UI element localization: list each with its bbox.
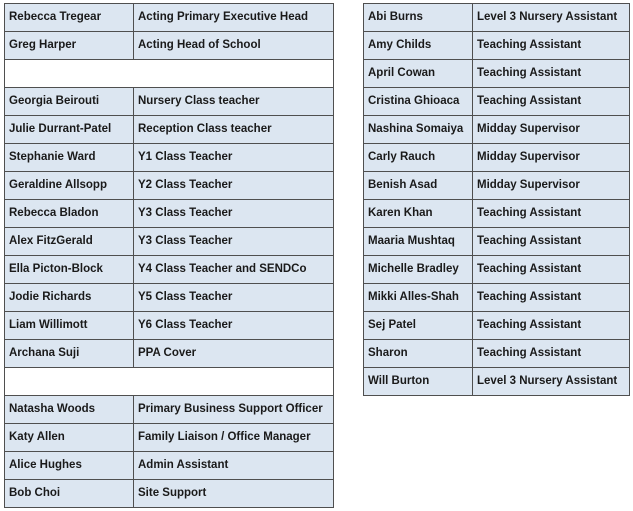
- staff-name: Sharon: [364, 340, 473, 368]
- table-row: [364, 60, 630, 88]
- staff-role: Teaching Assistant: [473, 284, 630, 312]
- staff-name: Geraldine Allsopp: [5, 172, 134, 200]
- staff-role: Teaching Assistant: [473, 88, 630, 116]
- table-row: [5, 340, 334, 368]
- table-row: [364, 172, 630, 200]
- table-row: [5, 88, 334, 116]
- table-row: [5, 228, 334, 256]
- table-row: [5, 200, 334, 228]
- table-row: [364, 340, 630, 368]
- staff-role: Level 3 Nursery Assistant: [473, 368, 630, 396]
- table-row: [5, 116, 334, 144]
- staff-role: Primary Business Support Officer: [134, 396, 334, 424]
- right-staff-table: [363, 3, 630, 396]
- staff-role: Midday Supervisor: [473, 116, 630, 144]
- table-row: [364, 88, 630, 116]
- table-row: [364, 144, 630, 172]
- staff-name: Bob Choi: [5, 480, 134, 508]
- staff-role: Acting Primary Executive Head: [134, 4, 334, 32]
- table-row: [5, 480, 334, 508]
- table-row: [364, 4, 630, 32]
- table-row: [5, 4, 334, 32]
- staff-name: Ella Picton-Block: [5, 256, 134, 284]
- staff-name: Julie Durrant-Patel: [5, 116, 134, 144]
- staff-name: Maaria Mushtaq: [364, 228, 473, 256]
- staff-role: Teaching Assistant: [473, 228, 630, 256]
- table-row: [5, 396, 334, 424]
- staff-role: Teaching Assistant: [473, 200, 630, 228]
- staff-name: Liam Willimott: [5, 312, 134, 340]
- staff-role: Y6 Class Teacher: [134, 312, 334, 340]
- staff-role: Midday Supervisor: [473, 172, 630, 200]
- staff-role: Nursery Class teacher: [134, 88, 334, 116]
- staff-name: Rebecca Bladon: [5, 200, 134, 228]
- staff-role: Y3 Class Teacher: [134, 200, 334, 228]
- staff-name: Katy Allen: [5, 424, 134, 452]
- spacer-cell: [5, 368, 334, 396]
- staff-name: Archana Suji: [5, 340, 134, 368]
- spacer-cell: [5, 60, 334, 88]
- table-row: [364, 116, 630, 144]
- table-row: [5, 452, 334, 480]
- staff-name: Michelle Bradley: [364, 256, 473, 284]
- table-row: [364, 312, 630, 340]
- staff-role: Level 3 Nursery Assistant: [473, 4, 630, 32]
- table-row: [364, 200, 630, 228]
- table-row: [5, 424, 334, 452]
- staff-name: Sej Patel: [364, 312, 473, 340]
- table-row: [364, 256, 630, 284]
- staff-role: Site Support: [134, 480, 334, 508]
- staff-role: Acting Head of School: [134, 32, 334, 60]
- table-row: [5, 284, 334, 312]
- staff-role: Admin Assistant: [134, 452, 334, 480]
- table-row: [5, 144, 334, 172]
- staff-name: Will Burton: [364, 368, 473, 396]
- staff-role: Teaching Assistant: [473, 312, 630, 340]
- left-staff-table: [4, 3, 334, 508]
- section-spacer: [5, 60, 334, 88]
- table-row: [364, 228, 630, 256]
- staff-role: Teaching Assistant: [473, 256, 630, 284]
- staff-name: Rebecca Tregear: [5, 4, 134, 32]
- table-row: [5, 312, 334, 340]
- staff-role: Y3 Class Teacher: [134, 228, 334, 256]
- staff-name: Alice Hughes: [5, 452, 134, 480]
- staff-name: Carly Rauch: [364, 144, 473, 172]
- staff-name: April Cowan: [364, 60, 473, 88]
- staff-role: Y4 Class Teacher and SENDCo: [134, 256, 334, 284]
- staff-role: Teaching Assistant: [473, 32, 630, 60]
- staff-role: Midday Supervisor: [473, 144, 630, 172]
- table-row: [364, 284, 630, 312]
- staff-name: Amy Childs: [364, 32, 473, 60]
- staff-name: Benish Asad: [364, 172, 473, 200]
- staff-name: Jodie Richards: [5, 284, 134, 312]
- table-row: [5, 32, 334, 60]
- staff-role: Reception Class teacher: [134, 116, 334, 144]
- staff-role: Y2 Class Teacher: [134, 172, 334, 200]
- table-row: [5, 172, 334, 200]
- staff-name: Karen Khan: [364, 200, 473, 228]
- staff-role: Y1 Class Teacher: [134, 144, 334, 172]
- staff-name: Nashina Somaiya: [364, 116, 473, 144]
- staff-role: PPA Cover: [134, 340, 334, 368]
- staff-role: Teaching Assistant: [473, 60, 630, 88]
- table-row: [364, 32, 630, 60]
- staff-role: Family Liaison / Office Manager: [134, 424, 334, 452]
- table-row: [364, 368, 630, 396]
- staff-role: Teaching Assistant: [473, 340, 630, 368]
- staff-name: Natasha Woods: [5, 396, 134, 424]
- section-spacer: [5, 368, 334, 396]
- staff-name: Alex FitzGerald: [5, 228, 134, 256]
- staff-name: Abi Burns: [364, 4, 473, 32]
- staff-name: Stephanie Ward: [5, 144, 134, 172]
- staff-role: Y5 Class Teacher: [134, 284, 334, 312]
- staff-name: Greg Harper: [5, 32, 134, 60]
- staff-name: Cristina Ghioaca: [364, 88, 473, 116]
- staff-name: Georgia Beirouti: [5, 88, 134, 116]
- staff-name: Mikki Alles-Shah: [364, 284, 473, 312]
- table-row: [5, 256, 334, 284]
